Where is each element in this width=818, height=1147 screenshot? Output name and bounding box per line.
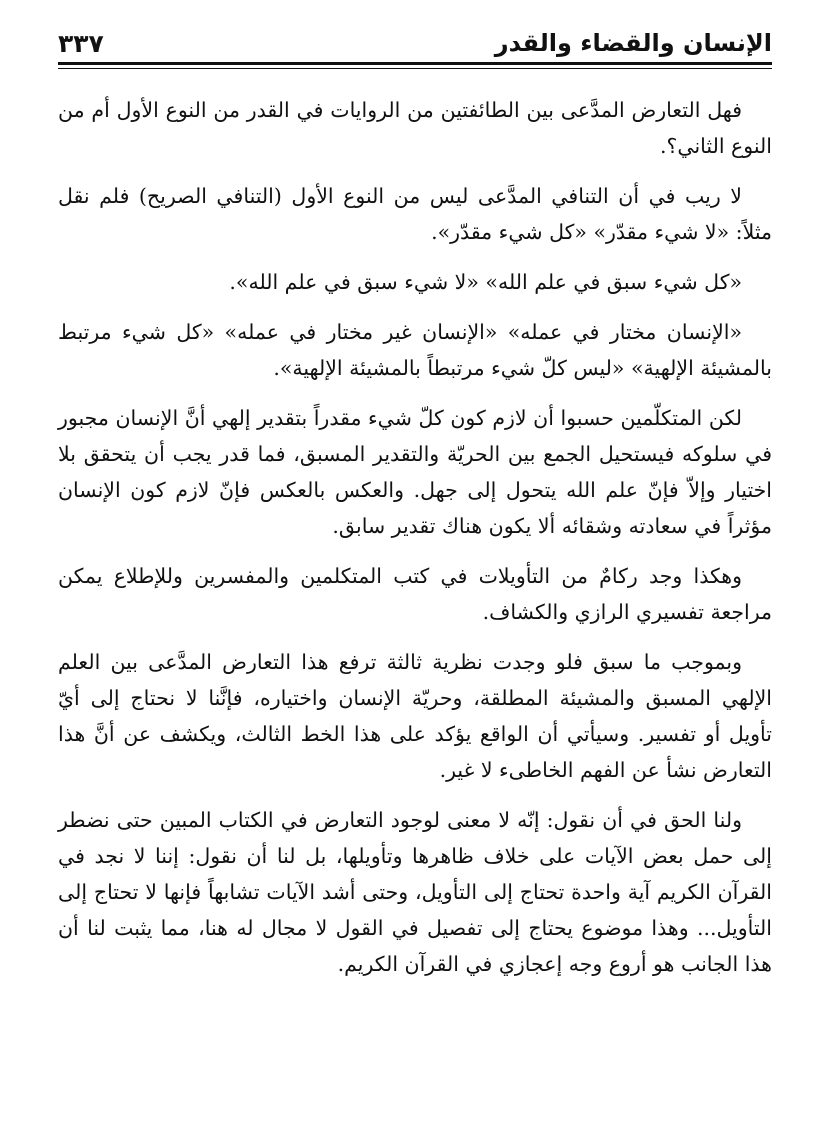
running-header bbox=[58, 26, 772, 60]
body-text bbox=[58, 92, 772, 996]
header-rule-thin bbox=[58, 68, 772, 69]
running-title: الإنسان والقضاء والقدر bbox=[494, 29, 772, 57]
paragraph-free-will-example: «الإنسان مختار في عمله» «الإنسان غير مختار في عمله» «كل شيء مرتبط بالمشيئة الإلهية» «ليس كلّ شيء مرتبطاً بالمشيئة الإلهية». bbox=[58, 320, 772, 380]
paragraph-quran-no-contradiction: ولنا الحق في أن نقول: إنّه لا معنى لوجود التعارض في الكتاب المبين حتى نضطر إلى حمل بعض الآيات على خلاف ظاهرها وتأويلها، بل لنا أن نقول: إننا لا نجد في القرآن الكريم آية واحدة تحتاج إلى التأويل، وحتى أشد الآيات تشابهاً فإنها لا تحتاج إلى التأويل... وهذا موضوع يحتاج إلى تفصيل في القول لا مجال له هنا، مما يثبت لنا أن هذا الجانب هو أروع وجه إعجازي في القرآن الكريم. bbox=[58, 808, 772, 976]
paragraph-knowledge-example: «كل شيء سبق في علم الله» «لا شيء سبق في علم الله». bbox=[229, 270, 742, 294]
paragraph-interpretations: وهكذا وجد ركامٌ من التأويلات في كتب المتكلمين والمفسرين وللإطلاع يمكن مراجعة تفسيري الرازي والكشاف. bbox=[58, 564, 772, 624]
paragraph-theologians: لكن المتكلّمين حسبوا أن لازم كون كلّ شيء مقدراً بتقدير إلهي أنَّ الإنسان مجبور في سلوكه فيستحيل الجمع بين الحريّة والتقدير المسبق، فما قدر يجب أن يتحقق بلا اختيار وإلاّ فإنّ علم الله يتحول إلى جهل. والعكس بالعكس فإنّ لازم كون الإنسان مؤثراً في سعادته وشقائه ألا يكون هناك تقدير سابق. bbox=[58, 406, 772, 538]
paragraph-third-theory: وبموجب ما سبق فلو وجدت نظرية ثالثة ترفع هذا التعارض المدَّعى بين العلم الإلهي المسبق والمشيئة المطلقة، وحريّة الإنسان واختياره، فإنَّنا لا نحتاج إلى أيّ تأويل أو تفسير. وسيأتي أن الواقع يؤكد على هذا الخط الثالث، ويكشف عن أنَّ هذا التعارض نشأ عن الفهم الخاطىء لا غير. bbox=[58, 650, 772, 782]
page-number: ٣٣٧ bbox=[58, 28, 104, 58]
paragraph-no-doubt: لا ريب في أن التنافي المدَّعى ليس من النوع الأول (التنافي الصريح) فلم نقل مثلاً: «لا شيء مقدّر» «كل شيء مقدّر». bbox=[58, 184, 772, 244]
header-rule-thick bbox=[58, 62, 772, 65]
paragraph-question: فهل التعارض المدَّعى بين الطائفتين من الروايات في القدر من النوع الأول أم من النوع الثاني؟. bbox=[58, 98, 772, 158]
